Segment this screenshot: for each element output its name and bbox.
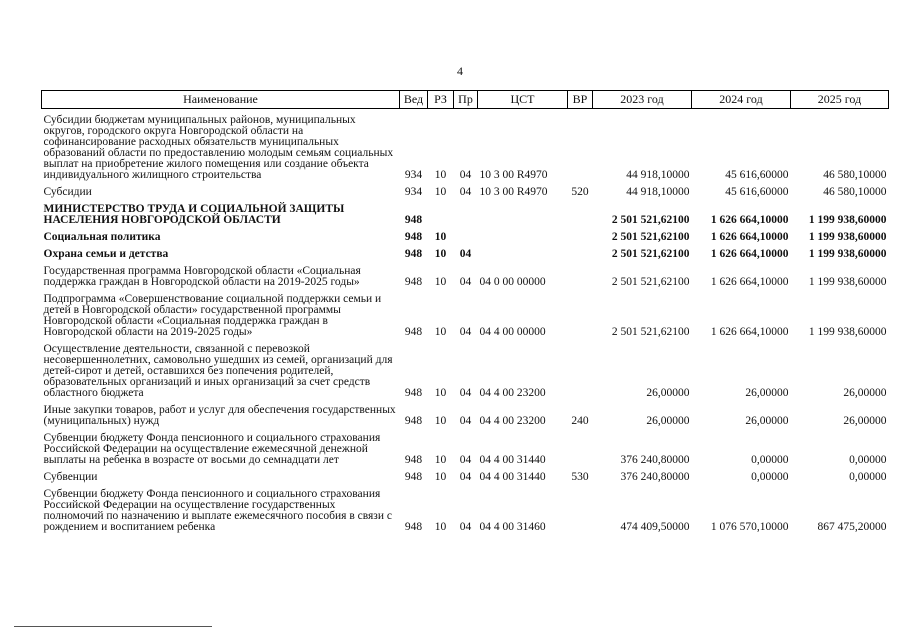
row-vr: 530	[571, 471, 589, 483]
table-row	[42, 427, 889, 466]
row-2025: 0,00000	[849, 454, 887, 466]
row-cst	[478, 243, 568, 260]
column-header-rz: РЗ	[428, 91, 454, 109]
column-header-name: Наименование	[42, 91, 400, 109]
row-rz: 10	[434, 276, 447, 288]
table-row	[42, 399, 889, 427]
row-ved: 948	[404, 454, 423, 466]
row-cst: 04 4 00 23200	[479, 387, 546, 399]
row-rz: 10	[434, 231, 447, 243]
row-2023: 2 501 521,62100	[611, 214, 690, 226]
row-name: МИНИСТЕРСТВО ТРУДА И СОЦИАЛЬНОЙ ЗАЩИТЫ НАСЕЛЕНИЯ НОВГОРОДСКОЙ ОБЛАСТИ	[43, 203, 345, 226]
row-2024: 1 626 664,10000	[710, 231, 789, 243]
row-ved: 948	[404, 248, 423, 260]
row-name: Субсидии	[43, 186, 92, 198]
row-cst: 10 3 00 R4970	[479, 169, 548, 181]
row-vr	[568, 288, 593, 338]
table-row	[42, 288, 889, 338]
row-rz: 10	[434, 326, 447, 338]
row-2023: 376 240,80000	[620, 471, 690, 483]
row-name: Подпрограмма «Совершенствование социальной поддержки семьи и детей в Новгородской области» государственной программы Новгородской области «Социальная поддержка граждан в Новгородской области на 2019-2025 годы»	[43, 293, 382, 338]
row-cst: 04 0 00 00000	[479, 276, 546, 288]
table-row	[42, 198, 889, 226]
row-2024: 1 626 664,10000	[710, 276, 789, 288]
row-2024: 1 076 570,10000	[710, 521, 789, 533]
row-vr	[568, 483, 593, 533]
row-2024: 1 626 664,10000	[710, 326, 789, 338]
row-cst	[478, 226, 568, 243]
row-name: Субвенции бюджету Фонда пенсионного и социального страхования Российской Федерации на осуществление ежемесячной денежной выплаты на ребенка в возрасте от восьми до семнадцати лет	[43, 432, 381, 466]
row-ved: 948	[404, 387, 423, 399]
row-vr	[568, 260, 593, 288]
row-2024: 26,00000	[745, 415, 789, 427]
row-rz	[428, 198, 454, 226]
table-row	[42, 466, 889, 483]
row-2023: 26,00000	[646, 387, 690, 399]
column-header-pr: Пр	[454, 91, 478, 109]
table-row	[42, 260, 889, 288]
row-rz: 10	[434, 387, 447, 399]
row-2023: 26,00000	[646, 415, 690, 427]
column-header-2024: 2024 год	[692, 91, 791, 109]
row-rz: 10	[434, 169, 447, 181]
row-rz: 10	[434, 415, 447, 427]
row-2025: 1 199 938,60000	[808, 214, 887, 226]
row-2023: 474 409,50000	[620, 521, 690, 533]
row-name: Иные закупки товаров, работ и услуг для обеспечения государственных (муниципальных) нужд	[43, 404, 396, 427]
row-rz: 10	[434, 454, 447, 466]
row-ved: 948	[404, 326, 423, 338]
row-2025: 867 475,20000	[817, 521, 887, 533]
row-ved: 948	[404, 276, 423, 288]
row-ved: 948	[404, 521, 423, 533]
row-2025: 1 199 938,60000	[808, 276, 887, 288]
row-vr	[568, 338, 593, 399]
row-2025: 46 580,10000	[823, 169, 887, 181]
row-rz: 10	[434, 248, 447, 260]
row-name: Социальная политика	[43, 231, 161, 243]
column-header-2023: 2023 год	[593, 91, 692, 109]
page-number: 4	[457, 64, 463, 78]
row-2024: 0,00000	[751, 471, 789, 483]
footer-divider	[14, 626, 212, 627]
row-name: Осуществление деятельности, связанной с перевозкой несовершеннолетних, самовольно ушедших из семей, организаций для детей-сирот и детей, оставшихся без попечения родителей, образовательных организаций и иных организаций за счет средств областного бюджета	[43, 343, 393, 399]
row-pr: 04	[459, 169, 472, 181]
row-2025: 46 580,10000	[823, 186, 887, 198]
budget-table	[41, 90, 889, 533]
row-rz: 10	[434, 186, 447, 198]
row-2024: 45 616,60000	[725, 169, 789, 181]
row-2024: 1 626 664,10000	[710, 214, 789, 226]
row-2023: 2 501 521,62100	[611, 231, 690, 243]
table-row	[42, 243, 889, 260]
row-rz: 10	[434, 521, 447, 533]
row-2024: 0,00000	[751, 454, 789, 466]
row-name: Субсидии бюджетам муниципальных районов, муниципальных округов, городского округа Новгородской области на софинансирование расходных обязательств муниципальных образований области по предоставлению молодым семьям социальных выплат на приобретение жилого помещения или создание объекта индивидуального жилищного строительства	[43, 114, 394, 181]
row-2023: 2 501 521,62100	[611, 248, 690, 260]
row-name: Субвенции бюджету Фонда пенсионного и социального страхования Российской Федерации на осуществление государственных полномочий по назначению и выплате ежемесячного пособия в связи с рождением и воспитанием ребенка	[43, 488, 392, 533]
table-row	[42, 338, 889, 399]
row-2025: 26,00000	[843, 387, 887, 399]
row-2025: 1 199 938,60000	[808, 326, 887, 338]
row-vr: 240	[571, 415, 589, 427]
row-2024: 1 626 664,10000	[710, 248, 789, 260]
row-2024: 26,00000	[745, 387, 789, 399]
column-header-cst: ЦСТ	[478, 91, 568, 109]
row-pr: 04	[459, 387, 472, 399]
row-name: Охрана семьи и детства	[43, 248, 169, 260]
row-cst: 04 4 00 00000	[479, 326, 546, 338]
table-row	[42, 226, 889, 243]
row-pr: 04	[459, 326, 472, 338]
row-2025: 0,00000	[849, 471, 887, 483]
row-cst: 04 4 00 31460	[479, 521, 546, 533]
row-ved: 934	[404, 186, 423, 198]
row-vr	[568, 226, 593, 243]
row-2025: 1 199 938,60000	[808, 248, 887, 260]
row-name: Государственная программа Новгородской области «Социальная поддержка граждан в Новгородской области на 2019-2025 годы»	[43, 265, 361, 288]
row-cst: 04 4 00 31440	[479, 471, 546, 483]
row-cst: 04 4 00 31440	[479, 454, 546, 466]
table-row	[42, 181, 889, 198]
row-pr: 04	[459, 186, 472, 198]
column-header-2025: 2025 год	[791, 91, 889, 109]
table-header	[42, 91, 889, 109]
row-2025: 1 199 938,60000	[808, 231, 887, 243]
row-name: Субвенции	[43, 471, 98, 483]
row-pr: 04	[459, 415, 472, 427]
row-cst: 04 4 00 23200	[479, 415, 546, 427]
row-pr	[454, 198, 478, 226]
row-2025: 26,00000	[843, 415, 887, 427]
row-2023: 376 240,80000	[620, 454, 690, 466]
table-row	[42, 483, 889, 533]
row-vr	[568, 198, 593, 226]
row-2023: 44 918,10000	[626, 186, 690, 198]
row-2024: 45 616,60000	[725, 186, 789, 198]
row-pr: 04	[459, 248, 472, 260]
row-vr	[568, 109, 593, 182]
row-vr: 520	[571, 186, 589, 198]
row-ved: 948	[404, 471, 423, 483]
column-header-ved: Вед	[400, 91, 428, 109]
row-cst	[478, 198, 568, 226]
column-header-vr: ВР	[568, 91, 593, 109]
row-pr: 04	[459, 454, 472, 466]
row-pr: 04	[459, 276, 472, 288]
row-2023: 44 918,10000	[626, 169, 690, 181]
row-2023: 2 501 521,62100	[611, 276, 690, 288]
table-row	[42, 109, 889, 182]
row-vr	[568, 427, 593, 466]
row-ved: 948	[404, 415, 423, 427]
row-pr: 04	[459, 471, 472, 483]
row-rz: 10	[434, 471, 447, 483]
row-cst: 10 3 00 R4970	[479, 186, 548, 198]
row-pr: 04	[459, 521, 472, 533]
row-2023: 2 501 521,62100	[611, 326, 690, 338]
row-pr	[454, 226, 478, 243]
row-ved: 934	[404, 169, 423, 181]
row-ved: 948	[404, 231, 423, 243]
row-ved: 948	[404, 214, 423, 226]
row-vr	[568, 243, 593, 260]
